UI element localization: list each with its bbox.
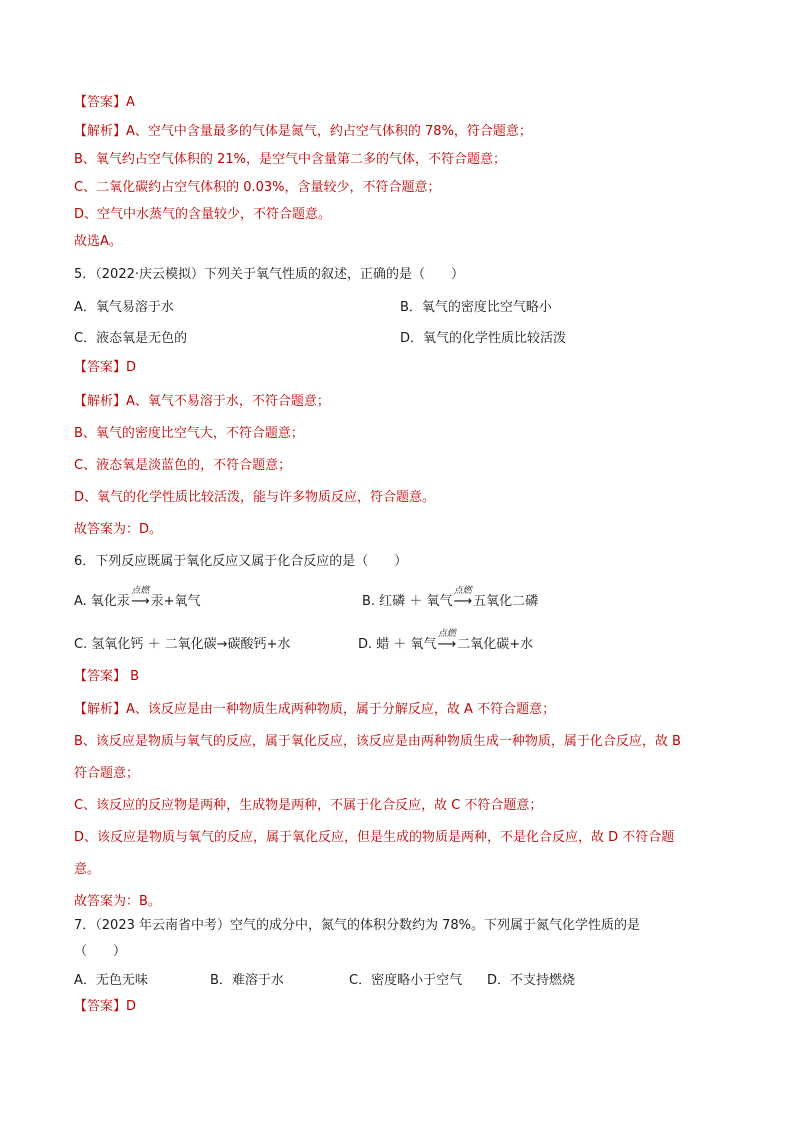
analysis-tag: 【解析】 <box>74 394 127 409</box>
q5-analysis-line-3: C、液态氧是淡蓝色的，不符合题意； <box>74 458 292 473</box>
q5-option-a: A．氧气易溶于水 <box>74 300 174 315</box>
answer-tag: 【答案】 <box>74 999 127 1014</box>
q6-option-d: D. 蜡 ＋ 氧气 点燃 ⟶二氧化碳+水 <box>358 636 533 654</box>
answer-value: D <box>126 999 137 1014</box>
q5-analysis-line-4: D、氧气的化学性质比较活泼，能与许多物质反应，符合题意。 <box>74 490 436 505</box>
q6-option-b: B. 红磷 ＋ 氧气 点燃 ⟶五氧化二磷 <box>362 593 538 611</box>
q4-conclusion: 故选A。 <box>74 234 122 249</box>
arrow-icon: ⟶ <box>453 594 473 609</box>
q6-stem: 6．下列反应既属于氧化反应又属于化合反应的是（ ） <box>74 554 408 569</box>
q4-analysis-line-3: C、二氧化碳约占空气体积的 0.03%，含量较少，不符合题意； <box>74 180 441 195</box>
q6-analysis-line-2: B、该反应是物质与氧气的反应，属于氧化反应，该反应是由两种物质生成一种物质，属于化合反应，故 B <box>74 734 681 749</box>
reaction-arrow <box>452 586 473 611</box>
q6-analysis-line-5: D、该反应是物质与氧气的反应，属于氧化反应，但是生成的物质是两种，不是化合反应，故 D 不符合题 <box>74 830 675 845</box>
analysis-tag: 【解析】 <box>74 702 127 717</box>
q5-analysis-line-1: 【解析】A、氧气不易溶于水，不符合题意； <box>74 394 330 409</box>
answer-tag: 【答案】 <box>74 360 127 375</box>
q5-answer <box>74 359 136 377</box>
q7-answer <box>74 998 136 1016</box>
answer-tag: 【答案】 <box>74 669 127 684</box>
q6-analysis-line-6: 意。 <box>74 862 101 877</box>
q6-option-a: A. 氧化汞 点燃 ⟶汞+氧气 <box>74 593 200 611</box>
q4-analysis-line-1: 【解析】A、空气中含量最多的气体是氮气，约占空气体积的 78%，符合题意； <box>74 124 532 139</box>
q5-option-d: D．氧气的化学性质比较活泼 <box>400 331 567 346</box>
answer-value: B <box>126 669 140 684</box>
reaction-arrow <box>130 586 151 611</box>
q7-option-c: C．密度略小于空气 <box>349 973 463 988</box>
analysis-tag: 【解析】 <box>74 124 127 139</box>
q5-option-b: B．氧气的密度比空气略小 <box>400 300 552 315</box>
q4-analysis-line-2: B、氧气约占空气体积的 21%，是空气中含量第二多的气体，不符合题意； <box>74 152 506 167</box>
arrow-icon: ⟶ <box>437 637 457 652</box>
answer-value: D <box>126 360 137 375</box>
q5-conclusion: 故答案为：D。 <box>74 522 163 537</box>
condition-label: 点燃 <box>453 586 472 596</box>
q7-stem-line-1: 7．（2023 年云南省中考）空气的成分中，氮气的体积分数约为 78%。下列属于氮气化学性质的是 <box>74 918 641 933</box>
q7-option-a: A．无色无味 <box>74 973 148 988</box>
q5-option-c: C．液态氧是无色的 <box>74 331 188 346</box>
q7-stem-line-2: （ ） <box>74 944 127 959</box>
q6-analysis-line-3: 符合题意； <box>74 766 140 781</box>
q5-stem: 5．（2022·庆云模拟）下列关于氧气性质的叙述，正确的是（ ） <box>74 267 464 282</box>
condition-label: 点燃 <box>131 586 150 596</box>
q4-analysis-line-4: D、空气中水蒸气的含量较少，不符合题意。 <box>74 207 332 222</box>
q7-option-b: B．难溶于水 <box>210 973 284 988</box>
q6-conclusion: 故答案为：B。 <box>74 894 161 909</box>
arrow-icon: ⟶ <box>130 594 150 609</box>
reaction-arrow <box>437 629 458 654</box>
answer-value: A <box>126 95 135 110</box>
q6-answer <box>74 668 139 686</box>
q5-analysis-line-2: B、氧气的密度比空气大，不符合题意； <box>74 426 304 441</box>
q6-analysis-line-4: C、该反应的反应物是两种，生成物是两种，不属于化合反应，故 C 不符合题意； <box>74 798 543 813</box>
q7-option-d: D．不支持燃烧 <box>487 973 576 988</box>
answer-tag: 【答案】 <box>74 95 127 110</box>
q4-answer <box>74 94 135 112</box>
q6-option-c: C. 氢氧化钙 ＋ 二氧化碳→碳酸钙+水 <box>74 637 291 652</box>
condition-label: 点燃 <box>437 629 456 639</box>
q6-analysis-line-1: 【解析】A、该反应是由一种物质生成两种物质，属于分解反应，故 A 不符合题意； <box>74 702 556 717</box>
